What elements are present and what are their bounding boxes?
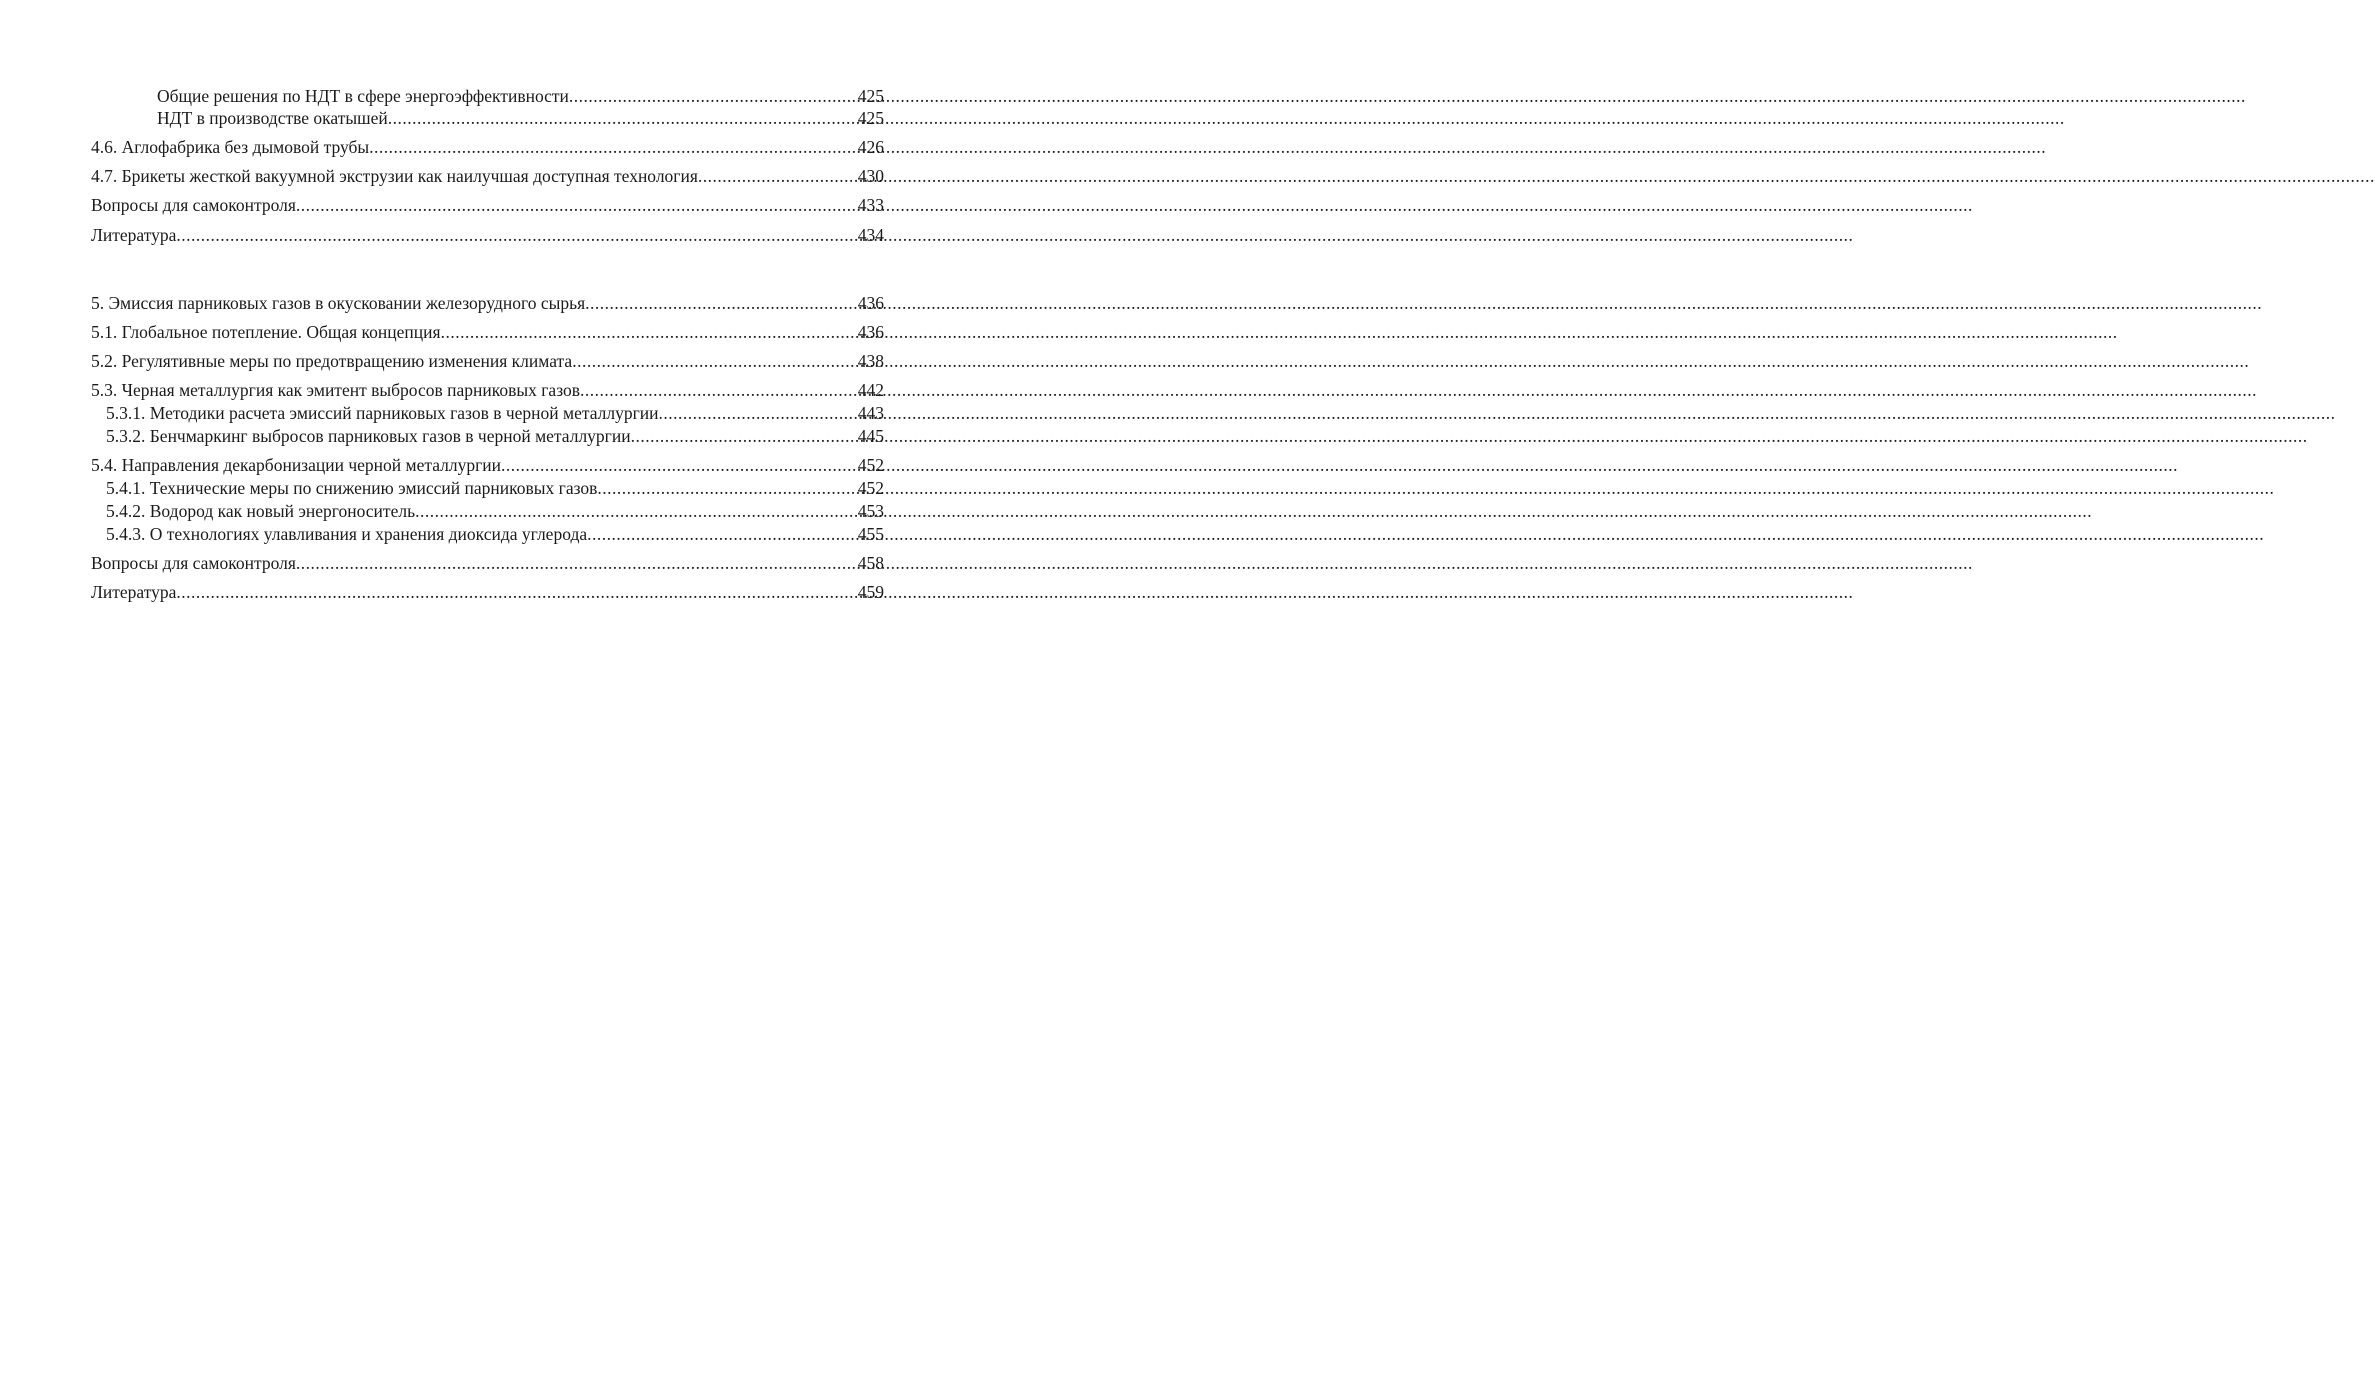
toc-entry — [157, 84, 884, 108]
toc-entry — [91, 551, 884, 575]
toc-entry-page: 425 — [857, 86, 884, 106]
toc-entry — [91, 223, 884, 247]
toc-entry-title: Вопросы для самоконтроля — [91, 195, 296, 215]
dot-leader — [296, 193, 856, 217]
toc-entry-title: 5.3.1. Методики расчета эмиссий парниковых газов в черной металлургии — [106, 403, 659, 423]
toc-entry-title: 5.4.3. О технологиях улавливания и хранения диоксида углерода — [106, 524, 588, 544]
dot-leader — [585, 291, 856, 315]
dot-leader — [587, 522, 856, 546]
dot-leader — [369, 135, 856, 159]
toc-entry-page: 436 — [857, 293, 884, 313]
toc-entry-title: Общие решения по НДТ в сфере энергоэффективности — [157, 86, 569, 106]
dot-leader — [569, 84, 856, 108]
toc-entry-page: 459 — [857, 582, 884, 602]
toc-entry-title: 5.4.1. Технические меры по снижению эмиссий парниковых газов — [106, 478, 598, 498]
toc-entry-title: 5.3. Черная металлургия как эмитент выбросов парниковых газов — [91, 380, 581, 400]
toc-entry — [91, 164, 884, 188]
toc-entry-title: 5.4. Направления декарбонизации черной металлургии — [91, 455, 502, 475]
toc-entry — [106, 499, 884, 523]
dot-leader — [659, 401, 856, 425]
toc-entry-title: Литература — [91, 225, 177, 245]
dot-leader — [415, 499, 856, 523]
toc-entry — [91, 135, 884, 159]
dot-leader — [441, 320, 856, 344]
toc-entry-title: Вопросы для самоконтроля — [91, 553, 296, 573]
toc-entry-page: 438 — [857, 351, 884, 371]
toc-entry-title: 5.2. Регулятивные меры по предотвращению изменения климата — [91, 351, 573, 371]
dot-leader — [580, 378, 856, 402]
toc-entry-page: 442 — [857, 380, 884, 400]
toc-entry — [106, 401, 884, 425]
toc-entry-title: 5.1. Глобальное потепление. Общая концепция — [91, 322, 441, 342]
toc-entry-page: 452 — [857, 455, 884, 475]
dot-leader — [176, 580, 855, 604]
toc-entry-page: 436 — [857, 322, 884, 342]
toc-entry-title: 5.4.2. Водород как новый энергоноситель — [106, 501, 416, 521]
toc-entry — [91, 291, 884, 315]
toc-entry — [157, 106, 884, 130]
toc-entry — [106, 476, 884, 500]
toc-entry-page: 434 — [857, 225, 884, 245]
toc-entry-page: 443 — [857, 403, 884, 423]
toc-entry — [91, 320, 884, 344]
toc-entry — [91, 453, 884, 477]
dot-leader — [631, 424, 856, 448]
toc-page — [0, 0, 975, 1388]
toc-entry-page: 426 — [857, 137, 884, 157]
toc-entry — [91, 580, 884, 604]
toc-entry-page: 453 — [857, 501, 884, 521]
toc-entry-page: 452 — [857, 478, 884, 498]
dot-leader — [388, 106, 856, 130]
dot-leader — [597, 476, 855, 500]
toc-entry-page: 425 — [857, 108, 884, 128]
toc-entry-title: 4.6. Аглофабрика без дымовой трубы — [91, 137, 370, 157]
dot-leader — [501, 453, 856, 477]
dot-leader — [176, 223, 855, 247]
toc-entry-title: 4.7. Брикеты жесткой вакуумной экструзии как наилучшая доступная технология — [91, 166, 698, 186]
toc-entry-page: 430 — [857, 166, 884, 186]
toc-entry-title: 5. Эмиссия парниковых газов в окусковании железорудного сырья — [91, 293, 586, 313]
toc-entry-title: Литература — [91, 582, 177, 602]
toc-entry-page: 455 — [857, 524, 884, 544]
toc-entry-page: 433 — [857, 195, 884, 215]
dot-leader — [572, 349, 856, 373]
toc-entry-page: 445 — [857, 426, 884, 446]
toc-entry — [91, 193, 884, 217]
toc-entry-title: 5.3.2. Бенчмаркинг выбросов парниковых газов в черной металлургии — [106, 426, 631, 446]
toc-entry-page: 458 — [857, 553, 884, 573]
dot-leader — [698, 164, 856, 188]
toc-entry — [91, 349, 884, 373]
toc-entry — [106, 424, 884, 448]
toc-entry — [91, 378, 884, 402]
toc-entry — [106, 522, 884, 546]
toc-entry-title: НДТ в производстве окатышей — [157, 108, 388, 128]
dot-leader — [296, 551, 856, 575]
